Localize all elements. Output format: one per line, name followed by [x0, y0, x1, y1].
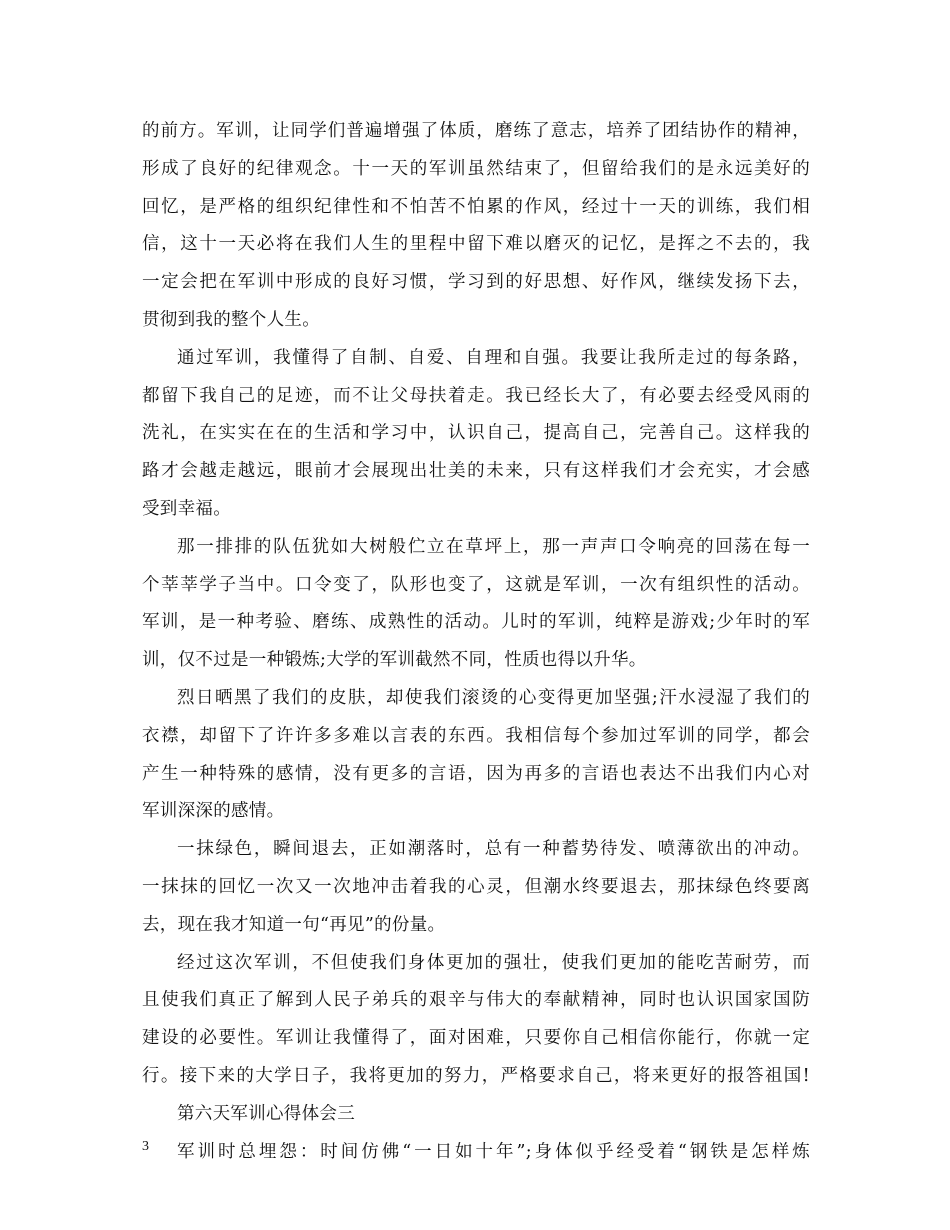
text-line: 军训深深的感情。	[142, 801, 285, 822]
text-line: 一定会把在军训中形成的良好习惯，学习到的好思想、好作风，继续发扬下去，	[142, 272, 810, 293]
text-line: 军训时总埋怨：时间仿佛“一日如十年”;身体似乎经受着“钢铁是怎样炼	[177, 1141, 810, 1162]
text-line: 一抹绿色，瞬间退去，正如潮落时，总有一种蓄势待发、喷薄欲出的冲动。	[177, 839, 810, 860]
text-line: 产生一种特殊的感情，没有更多的言语，因为再多的言语也表达不出我们内心对	[142, 763, 810, 784]
text-line: 受到幸福。	[142, 498, 231, 519]
text-line: 形成了良好的纪律观念。十一天的军训虽然结束了，但留给我们的是永远美好的	[142, 158, 810, 179]
text-line: 去，现在我才知道一句“再见”的份量。	[142, 914, 446, 935]
text-line: 回忆，是严格的组织纪律性和不怕苦不怕累的作风，经过十一天的训练，我们相	[142, 196, 810, 217]
text-line: 通过军训，我懂得了自制、自爱、自理和自强。我要让我所走过的每条路，	[177, 347, 810, 368]
text-line: 信，这十一天必将在我们人生的里程中留下难以磨灭的记忆，是挥之不去的，我	[142, 234, 810, 255]
text-line: 第六天军训心得体会三	[177, 1103, 355, 1124]
text-line: 路才会越走越远，眼前才会展现出壮美的未来，只有这样我们才会充实，才会感	[142, 461, 810, 482]
text-line: 洗礼，在实实在在的生活和学习中，认识自己，提高自己，完善自己。这样我的	[142, 423, 810, 444]
text-line: 行。接下来的大学日子，我将更加的努力，严格要求自己，将来更好的报答祖国!	[142, 1065, 810, 1086]
text-line: 一抹抹的回忆一次又一次地冲击着我的心灵，但潮水终要退去，那抹绿色终要离	[142, 876, 810, 897]
text-line: 个莘莘学子当中。口令变了，队形也变了，这就是军训，一次有组织性的活动。	[142, 574, 810, 595]
text-line: 那一排排的队伍犹如大树般伫立在草坪上，那一声声口令响亮的回荡在每一	[177, 536, 810, 557]
text-line: 烈日晒黑了我们的皮肤，却使我们滚烫的心变得更加坚强;汗水浸湿了我们的	[177, 687, 810, 708]
text-line: 经过这次军训，不但使我们身体更加的强壮，使我们更加的能吃苦耐劳，而	[177, 952, 810, 973]
text-line: 军训，是一种考验、磨练、成熟性的活动。儿时的军训，纯粹是游戏;少年时的军	[142, 612, 810, 633]
text-line: 贯彻到我的整个人生。	[142, 309, 320, 330]
text-line: 衣襟，却留下了许许多多难以言表的东西。我相信每个参加过军训的同学，都会	[142, 725, 810, 746]
text-line: 训，仅不过是一种锻炼;大学的军训截然不同，性质也得以升华。	[142, 650, 647, 671]
text-line: 建设的必要性。军训让我懂得了，面对困难，只要你自己相信你能行，你就一定	[142, 1028, 810, 1049]
text-line: 的前方。军训，让同学们普遍增强了体质，磨练了意志，培养了团结协作的精神，	[142, 121, 810, 141]
text-line: 都留下我自己的足迹，而不让父母扶着走。我已经长大了，有必要去经受风雨的	[142, 385, 810, 406]
body-text	[142, 113, 810, 1171]
text-line: 且使我们真正了解到人民子弟兵的艰辛与伟大的奉献精神，同时也认识国家国防	[142, 990, 810, 1011]
page-number: 3	[142, 1139, 149, 1154]
